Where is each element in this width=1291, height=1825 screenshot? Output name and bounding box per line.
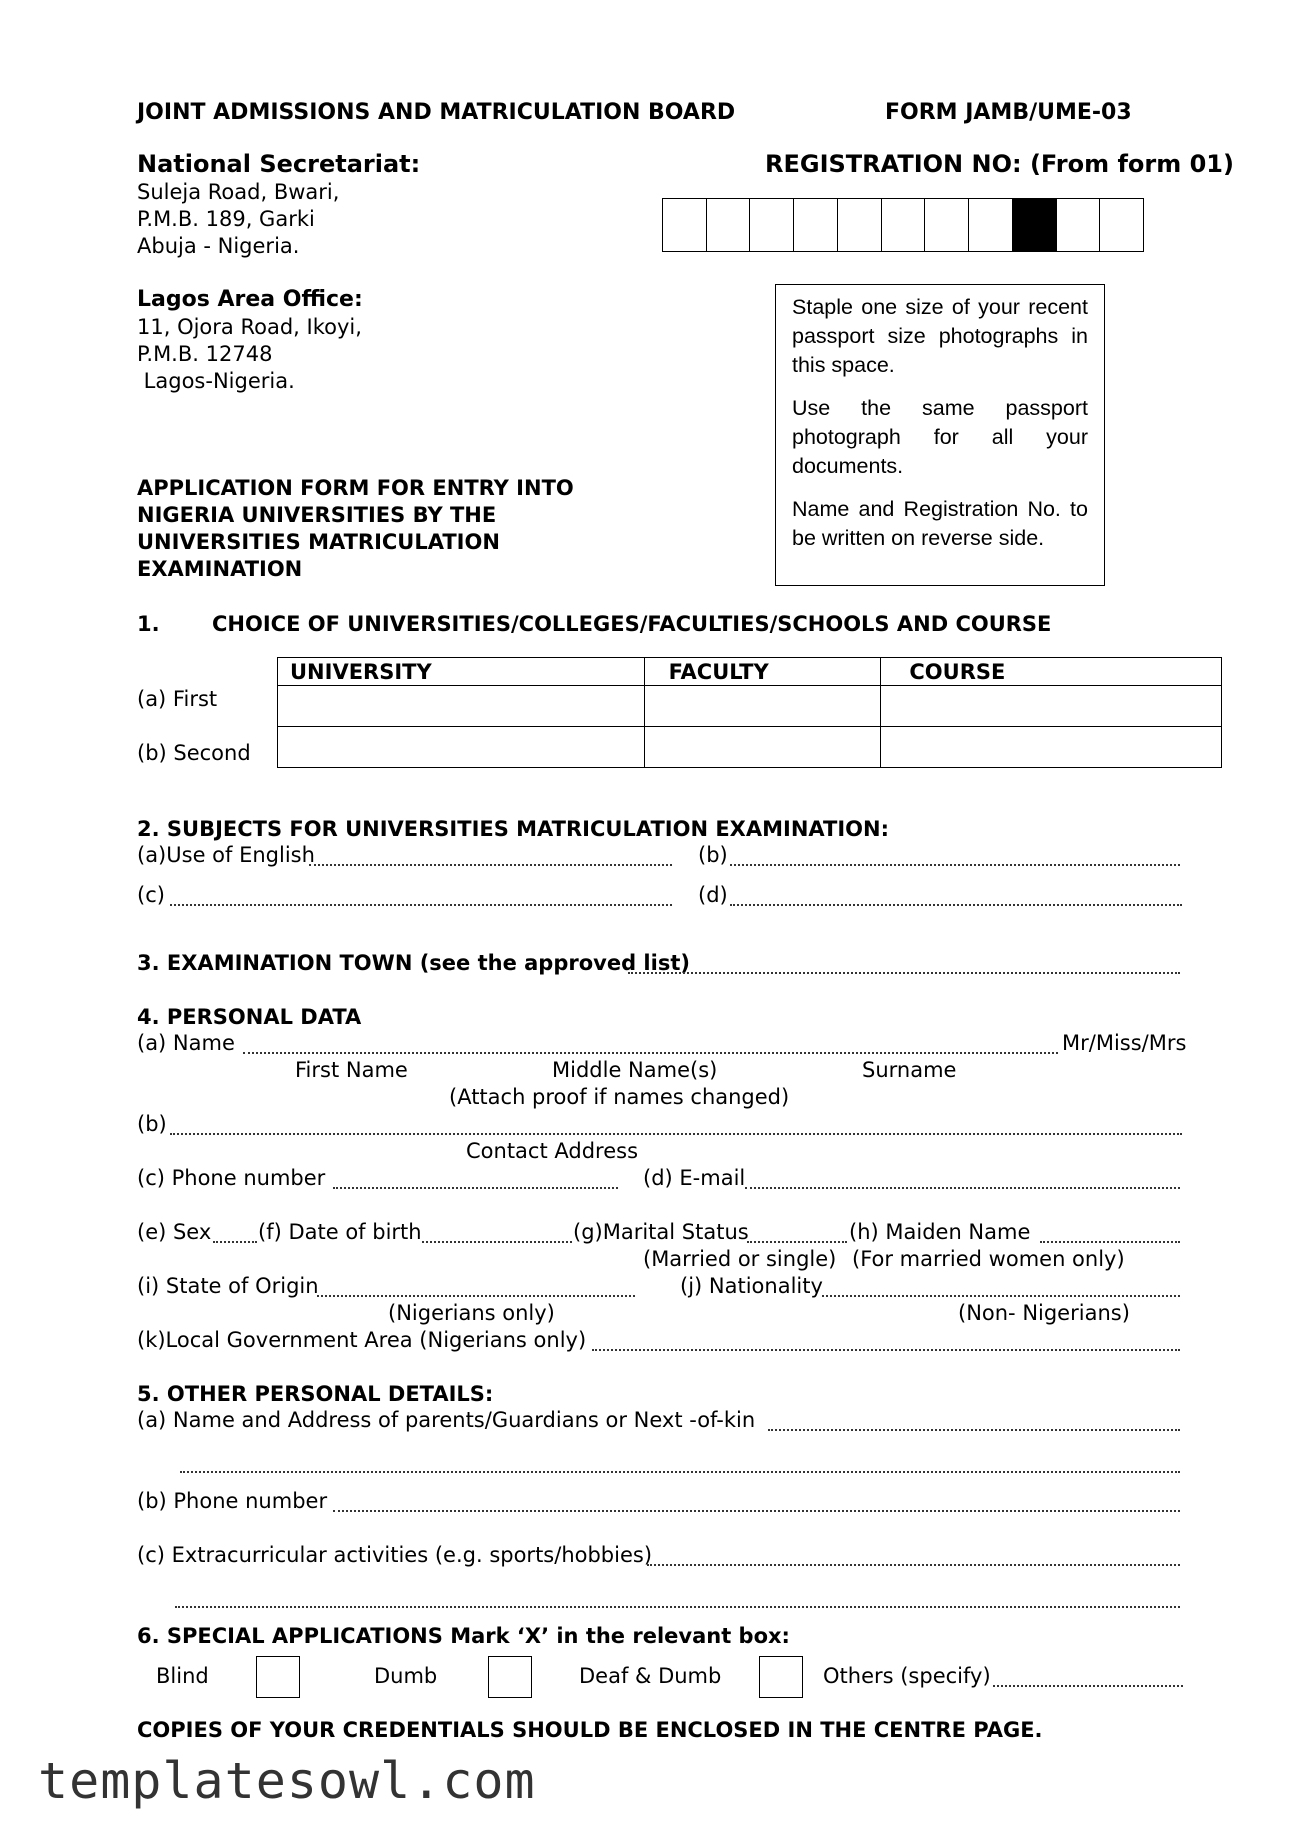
second-faculty-cell[interactable] <box>644 727 881 768</box>
reg-digit-box[interactable] <box>663 199 707 251</box>
others-label: Others (specify) <box>823 1664 991 1688</box>
section1-number: 1. <box>137 612 160 636</box>
state-label: (i) State of Origin <box>137 1274 319 1298</box>
dob-field[interactable] <box>422 1241 572 1243</box>
next-of-kin-label: (a) Name and Address of parents/Guardians or Next -of-kin <box>137 1408 756 1432</box>
sex-label: (e) Sex <box>137 1220 212 1244</box>
deaf-dumb-label: Deaf & Dumb <box>579 1664 722 1688</box>
blind-checkbox[interactable] <box>256 1656 300 1698</box>
married-single-caption: (Married or single) <box>643 1247 837 1271</box>
form-title-line: UNIVERSITIES MATRICULATION <box>137 530 500 554</box>
secretariat-line: Abuja - Nigeria. <box>137 234 300 258</box>
nationality-label: (j) Nationality <box>680 1274 823 1298</box>
middle-name-caption: Middle Name(s) <box>552 1058 718 1082</box>
non-nigerians-caption: (Non- Nigerians) <box>958 1301 1130 1325</box>
section3-title: 3. EXAMINATION TOWN (see the approved list) <box>137 951 690 975</box>
photo-instruction: Name and Registration No. to be written on reverse side. <box>792 497 1088 550</box>
phone-field[interactable] <box>333 1187 618 1189</box>
subject-d-label: (d) <box>698 883 728 907</box>
next-of-kin-field-line2[interactable] <box>180 1471 1180 1473</box>
deaf-dumb-checkbox[interactable] <box>759 1656 803 1698</box>
credentials-note: COPIES OF YOUR CREDENTIALS SHOULD BE ENCLOSED IN THE CENTRE PAGE. <box>137 1718 1043 1742</box>
married-women-caption: (For married women only) <box>852 1247 1125 1271</box>
nationality-field[interactable] <box>822 1295 1180 1297</box>
lagos-line: P.M.B. 12748 <box>137 342 273 366</box>
col-header-university: UNIVERSITY <box>278 658 645 686</box>
marital-field[interactable] <box>747 1241 847 1243</box>
next-of-kin-field[interactable] <box>768 1429 1180 1431</box>
reg-digit-box[interactable] <box>1100 199 1143 251</box>
extracurricular-field-line2[interactable] <box>175 1606 1180 1608</box>
section2-title: 2. SUBJECTS FOR UNIVERSITIES MATRICULATION EXAMINATION: <box>137 817 889 841</box>
photo-instruction: Staple one size of your recent passport size photographs in this space. <box>792 295 1088 377</box>
surname-caption: Surname <box>862 1058 957 1082</box>
lga-label: (k)Local Government Area (Nigerians only) <box>137 1328 587 1352</box>
extracurricular-label: (c) Extracurricular activities (e.g. sports/hobbies) <box>137 1543 653 1567</box>
guardian-phone-field[interactable] <box>333 1510 1180 1512</box>
subject-c-field[interactable] <box>170 904 672 906</box>
email-label: (d) E-mail <box>643 1166 746 1190</box>
lagos-line: 11, Ojora Road, Ikoyi, <box>137 315 362 339</box>
section6-title: 6. SPECIAL APPLICATIONS Mark ‘X’ in the relevant box: <box>137 1624 790 1648</box>
subject-d-field[interactable] <box>730 904 1182 906</box>
first-university-cell[interactable] <box>278 686 645 727</box>
lagos-line: Lagos-Nigeria. <box>137 369 295 393</box>
attach-proof-note: (Attach proof if names changed) <box>449 1085 790 1109</box>
reg-digit-box[interactable] <box>707 199 751 251</box>
dumb-label: Dumb <box>374 1664 438 1688</box>
reg-digit-box[interactable] <box>1057 199 1101 251</box>
section5-title: 5. OTHER PERSONAL DETAILS: <box>137 1382 494 1406</box>
second-course-cell[interactable] <box>881 727 1222 768</box>
subject-b-label: (b) <box>698 843 728 867</box>
form-title-line: NIGERIA UNIVERSITIES BY THE <box>137 503 497 527</box>
second-university-cell[interactable] <box>278 727 645 768</box>
registration-label: REGISTRATION NO: (From form 01) <box>765 150 1234 178</box>
reg-digit-box[interactable] <box>794 199 838 251</box>
choice-table <box>277 657 1222 768</box>
marital-label: (g)Marital Status <box>573 1220 749 1244</box>
form-title-line: APPLICATION FORM FOR ENTRY INTO <box>137 476 574 500</box>
reg-digit-box[interactable] <box>969 199 1013 251</box>
subject-a-label: (a)Use of English <box>137 843 315 867</box>
blind-label: Blind <box>156 1664 209 1688</box>
nigerians-only-caption: (Nigerians only) <box>388 1301 555 1325</box>
state-field[interactable] <box>317 1295 635 1297</box>
secretariat-label: National Secretariat: <box>137 150 421 178</box>
first-faculty-cell[interactable] <box>644 686 881 727</box>
exam-town-field[interactable] <box>628 972 1180 974</box>
registration-number-boxes[interactable] <box>662 198 1144 252</box>
maiden-label: (h) Maiden Name <box>849 1220 1031 1244</box>
address-label: (b) <box>137 1112 167 1136</box>
others-field[interactable] <box>993 1685 1183 1687</box>
choice-first-label: (a) First <box>137 687 218 711</box>
first-course-cell[interactable] <box>881 686 1222 727</box>
phone-label: (c) Phone number <box>137 1166 326 1190</box>
passport-photo-box[interactable] <box>775 284 1105 586</box>
reg-digit-box[interactable] <box>882 199 926 251</box>
first-name-caption: First Name <box>295 1058 408 1082</box>
dumb-checkbox[interactable] <box>488 1656 532 1698</box>
subject-a-field[interactable] <box>309 864 672 866</box>
lga-field[interactable] <box>592 1349 1180 1351</box>
sex-field[interactable] <box>213 1241 257 1243</box>
lagos-label: Lagos Area Office: <box>137 287 363 312</box>
secretariat-line: P.M.B. 189, Garki <box>137 207 315 231</box>
photo-instruction: Use the same passport photograph for all your documents. <box>792 396 1088 478</box>
section1-title: CHOICE OF UNIVERSITIES/COLLEGES/FACULTIES/SCHOOLS AND COURSE <box>212 612 1052 636</box>
title-options: Mr/Miss/Mrs <box>1062 1031 1187 1055</box>
reg-digit-box-filled <box>1013 199 1057 251</box>
extracurricular-field[interactable] <box>647 1564 1180 1566</box>
board-name: JOINT ADMISSIONS AND MATRICULATION BOARD <box>137 100 736 125</box>
choice-second-label: (b) Second <box>137 741 251 765</box>
form-title-line: EXAMINATION <box>137 557 303 581</box>
secretariat-line: Suleja Road, Bwari, <box>137 180 340 204</box>
guardian-phone-label: (b) Phone number <box>137 1489 328 1513</box>
subject-b-field[interactable] <box>730 864 1180 866</box>
reg-digit-box[interactable] <box>925 199 969 251</box>
watermark: templatesowl.com <box>38 1752 536 1810</box>
subject-c-label: (c) <box>137 883 165 907</box>
address-field[interactable] <box>170 1133 1182 1135</box>
name-label: (a) Name <box>137 1031 235 1055</box>
form-code: FORM JAMB/UME-03 <box>885 100 1132 125</box>
col-header-course: COURSE <box>881 658 1222 686</box>
col-header-faculty: FACULTY <box>644 658 881 686</box>
reg-digit-box[interactable] <box>838 199 882 251</box>
dob-label: (f) Date of birth <box>258 1220 422 1244</box>
reg-digit-box[interactable] <box>750 199 794 251</box>
name-field[interactable] <box>243 1052 1058 1054</box>
email-field[interactable] <box>745 1187 1180 1189</box>
section4-title: 4. PERSONAL DATA <box>137 1005 362 1029</box>
contact-address-caption: Contact Address <box>466 1139 639 1163</box>
maiden-field[interactable] <box>1040 1241 1180 1243</box>
